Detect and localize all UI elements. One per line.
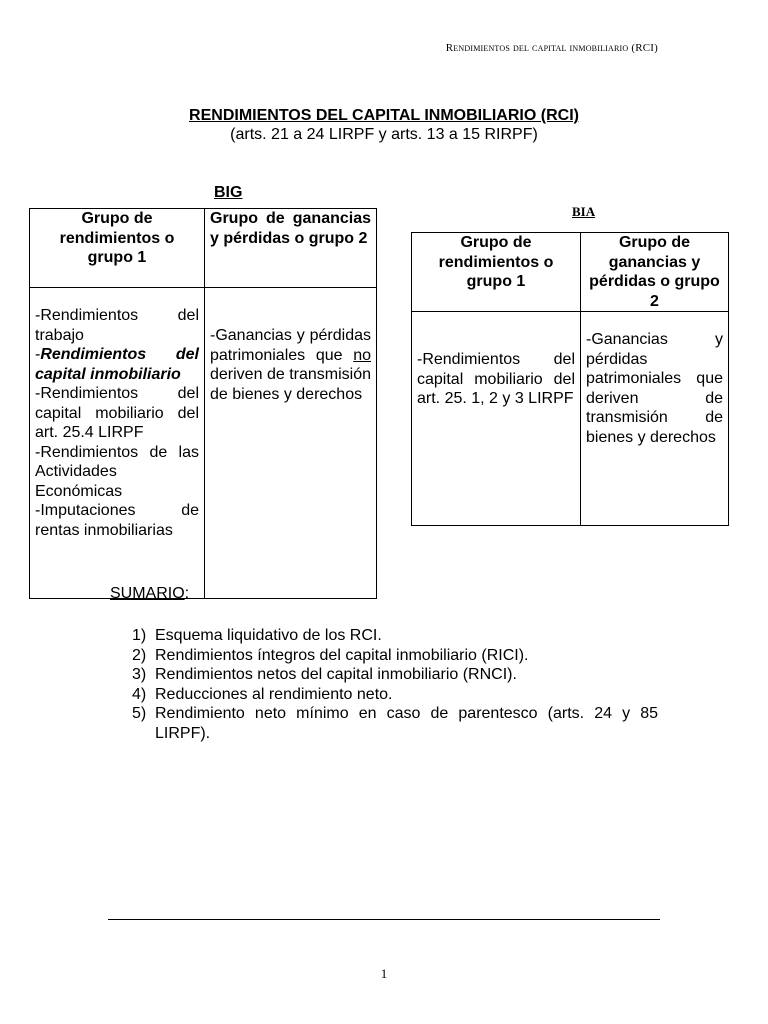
big-header-row	[30, 209, 377, 288]
big-item-imputaciones: -Imputaciones de rentas inmobiliarias	[35, 502, 199, 539]
big-group2-text-after: deriven de transmisión de bienes y derechos	[210, 366, 371, 403]
sumario-colon: :	[184, 585, 190, 602]
sumario-item-number: 3)	[132, 666, 147, 683]
big-group2-text-no: no	[353, 346, 371, 364]
big-group2-text-before: -Ganancias y pérdidas patrimoniales que	[210, 327, 371, 364]
big-item-inmobiliario	[35, 345, 199, 384]
big-group2-cell	[205, 288, 377, 599]
sumario-item	[132, 685, 658, 705]
big-item-inmobiliario-text: Rendimientos del capital inmobiliario	[35, 346, 199, 383]
big-group1-cell	[30, 288, 205, 599]
page-title: RENDIMIENTOS DEL CAPITAL INMOBILIARIO (RCI)	[189, 107, 579, 124]
big-label: BIG	[214, 184, 243, 201]
bia-header-group2: Grupo de ganancias y pérdidas o grupo 2	[581, 233, 729, 312]
sumario-item-number: 5)	[132, 705, 147, 722]
sumario-item-number: 2)	[132, 646, 147, 664]
big-item-inmobiliario-dash: -	[35, 346, 41, 363]
bia-body-row	[412, 312, 729, 526]
sumario-item-number: 1)	[132, 627, 147, 644]
sumario-item	[132, 626, 658, 646]
bia-group2-cell: -Ganancias y pérdidas patrimoniales que deriven de transmisión de bienes y derechos	[581, 312, 729, 526]
bia-table	[411, 232, 729, 526]
big-header-group2: Grupo de ganancias y pérdidas o grupo 2	[205, 209, 377, 288]
sumario-item-text: Reducciones al rendimiento neto.	[155, 685, 393, 703]
sumario-list	[132, 626, 658, 743]
sumario-item	[132, 646, 658, 666]
bia-label: BIA	[572, 204, 596, 219]
bia-header-row	[412, 233, 729, 312]
big-table	[29, 208, 377, 599]
running-header: Rendimientos del capital inmobiliario (RCI)	[445, 42, 658, 54]
bia-group1-cell: -Rendimientos del capital mobiliario del art. 25. 1, 2 y 3 LIRPF	[412, 312, 581, 526]
footer-rule	[108, 919, 660, 920]
sumario-label: SUMARIO	[110, 585, 185, 602]
sumario-item-text: Rendimientos íntegros del capital inmobiliario (RICI).	[155, 646, 529, 664]
big-item-trabajo: -Rendimientos del trabajo	[35, 307, 199, 344]
page-subtitle: (arts. 21 a 24 LIRPF y arts. 13 a 15 RIRPF)	[230, 126, 538, 143]
big-item-mobiliario: -Rendimientos del capital mobiliario del art. 25.4 LIRPF	[35, 385, 199, 441]
sumario-item	[132, 665, 658, 685]
sumario-item	[132, 704, 658, 743]
sumario-item-text: Esquema liquidativo de los RCI.	[155, 627, 382, 644]
sumario-item-text: Rendimiento neto mínimo en caso de parentesco (arts. 24 y 85 LIRPF).	[155, 705, 658, 742]
big-header-group1: Grupo de rendimientos o grupo 1	[30, 209, 205, 288]
title-block	[0, 106, 768, 144]
sumario-heading	[110, 585, 189, 603]
big-item-actividades: -Rendimientos de las Actividades Económicas	[35, 443, 199, 500]
sumario-item-number: 4)	[132, 685, 147, 703]
page-number: 1	[380, 966, 388, 981]
bia-header-group1: Grupo de rendimientos o grupo 1	[412, 233, 581, 312]
sumario-item-text: Rendimientos netos del capital inmobiliario (RNCI).	[155, 666, 517, 683]
big-body-row	[30, 288, 377, 599]
